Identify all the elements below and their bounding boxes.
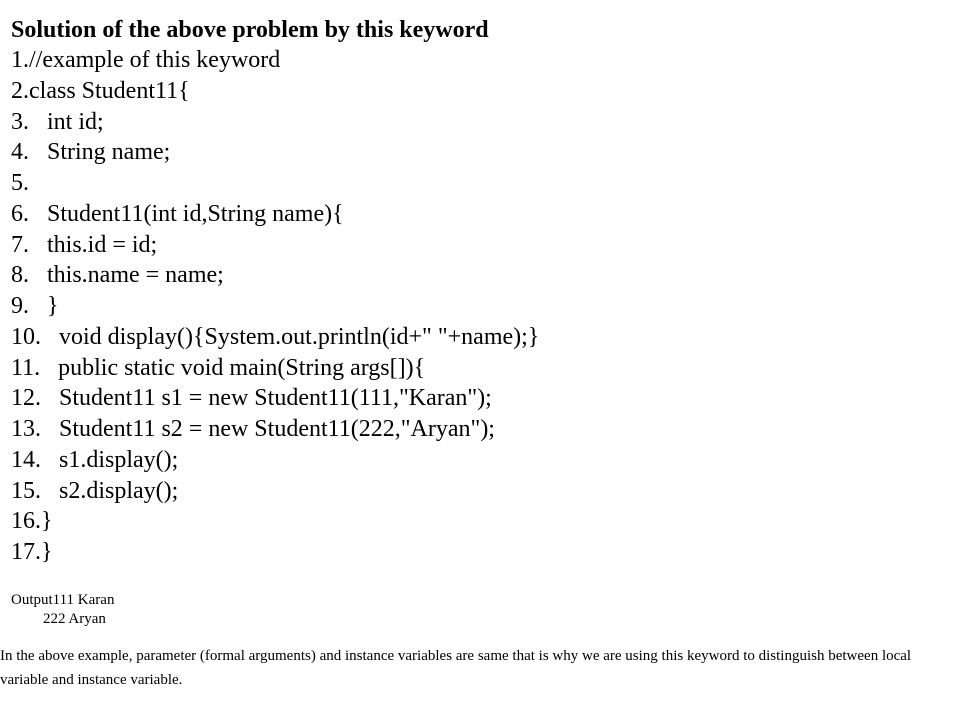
code-line: 12. Student11 s1 = new Student11(111,"Karan");	[11, 385, 492, 412]
code-line: 5.	[11, 170, 29, 196]
code-line: 15. s2.display();	[11, 477, 179, 504]
code-line: 4. String name;	[11, 139, 171, 166]
code-line: 9. }	[11, 293, 59, 319]
explanation-text: In the above example, parameter (formal arguments) and instance variables are same that is why we are using this keyword to distinguish between local variable and instance variable.	[0, 648, 912, 688]
code-line: 13. Student11 s2 = new Student11(222,"Aryan");	[11, 416, 495, 442]
output-line: 222 Aryan	[43, 611, 106, 627]
code-line: 11. public static void main(String args[]){	[11, 354, 426, 381]
code-line: 2.class Student11{	[11, 77, 190, 104]
slide-title: Solution of the above problem by this keyword	[11, 17, 489, 43]
code-line: 8. this.name = name;	[11, 262, 224, 289]
program-output	[11, 591, 114, 629]
code-line: 7. this.id = id;	[11, 231, 158, 258]
code-line: 3. int id;	[11, 108, 104, 135]
code-line: 1.//example of this keyword	[11, 47, 281, 73]
code-listing	[11, 45, 539, 568]
output-line: Output111 Karan	[11, 592, 115, 608]
code-line: 6. Student11(int id,String name){	[11, 200, 344, 227]
code-line: 16.}	[11, 508, 53, 535]
code-line: 10. void display(){System.out.println(id+" "+name);}	[11, 323, 540, 350]
code-line: 14. s1.display();	[11, 446, 179, 473]
code-line: 17.}	[11, 539, 53, 565]
